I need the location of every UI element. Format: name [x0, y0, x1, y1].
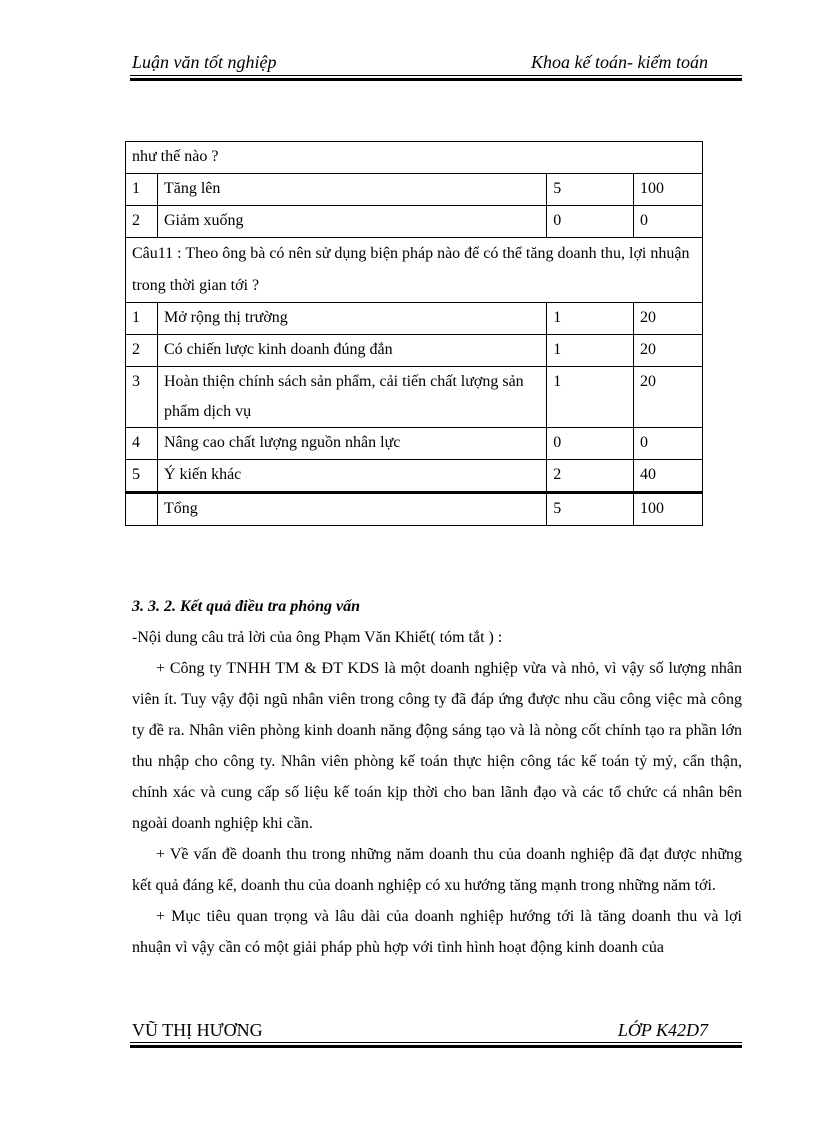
- row-number: [126, 493, 158, 526]
- row-number: 3: [126, 367, 158, 428]
- row-option: Mở rộng thị trường: [157, 303, 546, 335]
- table-total-row: [126, 493, 703, 526]
- row-percent: 40: [634, 460, 703, 493]
- footer-author: VŨ THỊ HƯƠNG: [132, 1020, 263, 1040]
- row-count: 1: [547, 303, 634, 335]
- survey-table: [125, 141, 703, 526]
- total-percent: 100: [634, 493, 703, 526]
- row-percent: 0: [634, 428, 703, 460]
- table-row: [126, 367, 703, 428]
- row-number: 1: [126, 303, 158, 335]
- paragraph-revenue: + Về vấn đề doanh thu trong những năm doanh thu của doanh nghiệp đã đạt được những kết quả đáng kể, doanh thu của doanh nghiệp có xu hướng tăng mạnh trong những năm tới.: [132, 846, 742, 894]
- row-count: 0: [547, 206, 634, 238]
- row-number: 1: [126, 174, 158, 206]
- table-row: [126, 206, 703, 238]
- row-option: Có chiến lược kinh doanh đúng đắn: [157, 335, 546, 367]
- table-row: [126, 238, 703, 303]
- row-percent: 0: [634, 206, 703, 238]
- row-option: Ý kiến khác: [157, 460, 546, 493]
- row-count: 2: [547, 460, 634, 493]
- footer-rule-thick: [130, 1045, 742, 1048]
- footer-rule-thin: [130, 1042, 742, 1043]
- table-row: [126, 142, 703, 174]
- row-percent: 20: [634, 303, 703, 335]
- header-faculty-label: Khoa kế toán- kiểm toán: [531, 52, 708, 72]
- section-intro: -Nội dung câu trả lời của ông Phạm Văn Khiết( tóm tắt ) :: [132, 629, 503, 646]
- row-count: 5: [547, 174, 634, 206]
- row-percent: 20: [634, 335, 703, 367]
- row-percent: 20: [634, 367, 703, 428]
- question-11: Câu11 : Theo ông bà có nên sử dụng biện pháp nào để có thể tăng doanh thu, lợi nhuận trong thời gian tới ?: [126, 238, 703, 303]
- total-label: Tổng: [157, 493, 546, 526]
- row-number: 4: [126, 428, 158, 460]
- row-option: Nâng cao chất lượng nguồn nhân lực: [157, 428, 546, 460]
- row-count: 0: [547, 428, 634, 460]
- row-option: Giảm xuống: [157, 206, 546, 238]
- paragraph-staff: + Công ty TNHH TM & ĐT KDS là một doanh nghiệp vừa và nhỏ, vì vậy số lượng nhân viên ít. Tuy vậy đội ngũ nhân viên trong công ty đã đáp ứng được nhu cầu công việc mà công ty đề ra. Nhân viên phòng kinh doanh năng động sáng tạo và là nòng cốt chính tạo ra phần lớn thu nhập cho công ty. Nhân viên phòng kế toán thực hiện công tác kế toán tỷ mỷ, cẩn thận, chính xác và cung cấp số liệu kế toán kịp thời cho ban lãnh đạo và các tổ chức cá nhân bên ngoài doanh nghiệp khi cần.: [132, 660, 742, 832]
- row-number: 5: [126, 460, 158, 493]
- table-row: [126, 460, 703, 493]
- header-rule-thin: [130, 75, 742, 76]
- section-body: [132, 591, 742, 963]
- row-option: Hoàn thiện chính sách sản phẩm, cải tiến chất lượng sản phẩm dịch vụ: [157, 367, 546, 428]
- row-count: 1: [547, 335, 634, 367]
- footer-class: LỚP K42D7: [617, 1020, 708, 1040]
- row-number: 2: [126, 335, 158, 367]
- table-row: [126, 335, 703, 367]
- row-count: 1: [547, 367, 634, 428]
- row-number: 2: [126, 206, 158, 238]
- table-row: [126, 428, 703, 460]
- header-rule-thick: [130, 78, 742, 81]
- question-10-tail: như thế nào ?: [126, 142, 703, 174]
- section-heading: 3. 3. 2. Kết quả điều tra phỏng vấn: [132, 598, 361, 615]
- total-count: 5: [547, 493, 634, 526]
- paragraph-goal: + Mục tiêu quan trọng và lâu dài của doanh nghiệp hướng tới là tăng doanh thu và lợi nhuận vì vậy cần có một giải pháp phù hợp với tình hình hoạt động kinh doanh của: [132, 908, 742, 956]
- row-option: Tăng lên: [157, 174, 546, 206]
- row-percent: 100: [634, 174, 703, 206]
- header-thesis-label: Luận văn tốt nghiệp: [132, 52, 277, 72]
- table-row: [126, 174, 703, 206]
- table-row: [126, 303, 703, 335]
